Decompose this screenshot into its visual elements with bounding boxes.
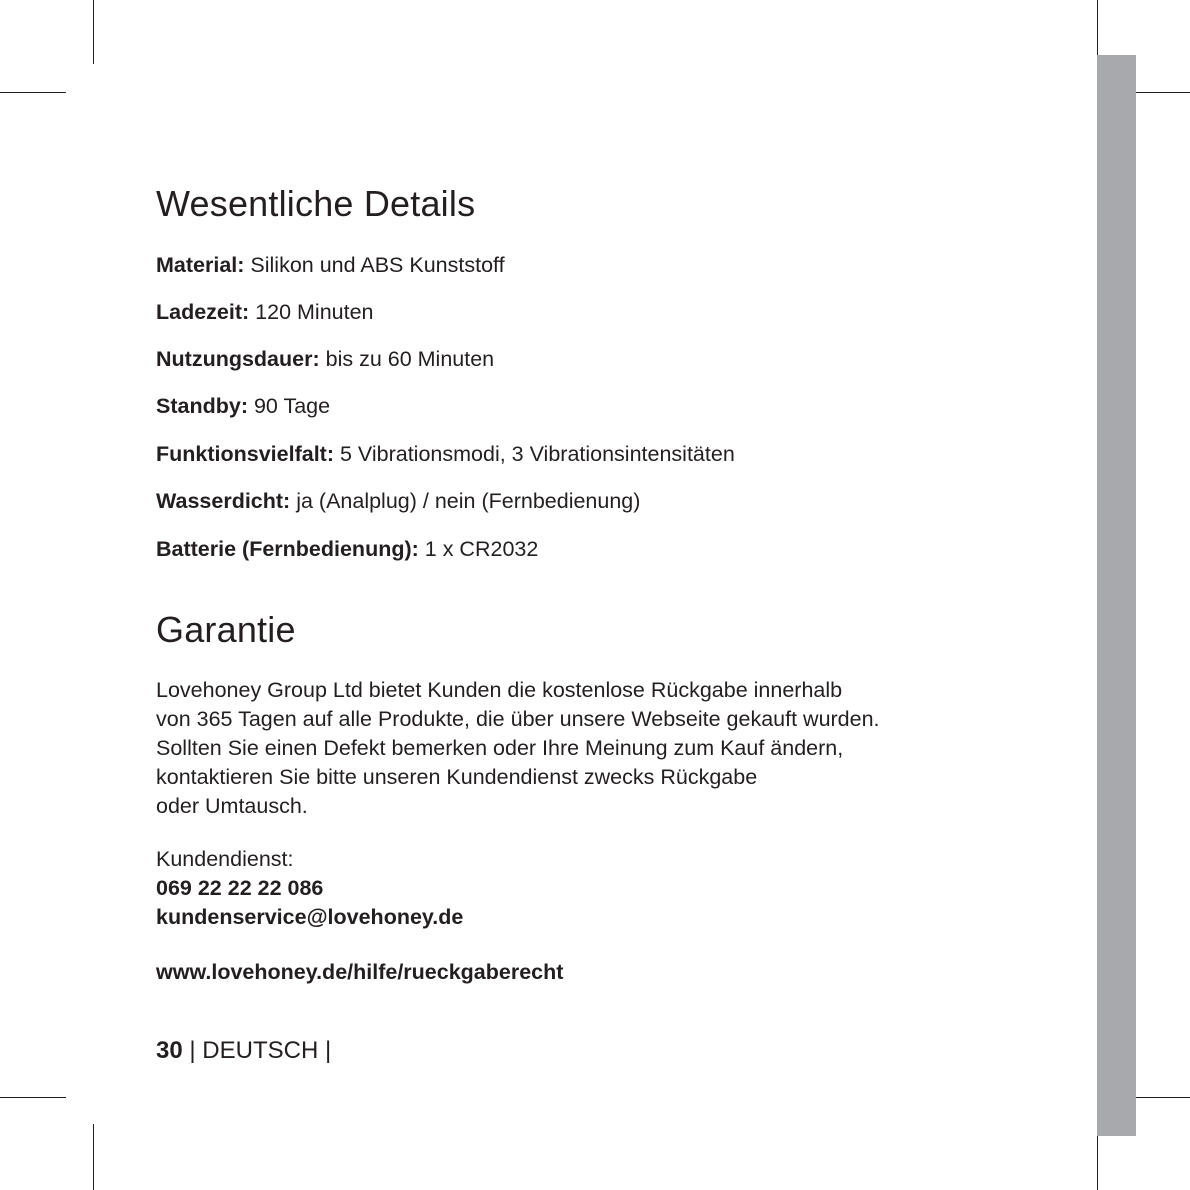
return-policy-url: www.lovehoney.de/hilfe/rueckgaberecht bbox=[156, 960, 564, 984]
crop-mark-bottom-left-horizontal bbox=[0, 1097, 66, 1098]
customer-service-block bbox=[156, 845, 463, 932]
spec-standby bbox=[156, 393, 330, 419]
spec-usage-time bbox=[156, 346, 494, 372]
spec-charging-time bbox=[156, 299, 374, 325]
footer-separator: | bbox=[189, 1037, 196, 1064]
crop-mark-bottom-left-vertical bbox=[93, 1124, 94, 1190]
details-heading: Wesentliche Details bbox=[156, 183, 476, 224]
customer-service-phone: 069 22 22 22 086 bbox=[156, 876, 324, 900]
paragraph-line: oder Umtausch. bbox=[156, 794, 308, 818]
spec-value: bis zu 60 Minuten bbox=[325, 347, 495, 371]
footer-language: DEUTSCH bbox=[202, 1037, 319, 1064]
spec-waterproof bbox=[156, 488, 640, 514]
spec-material bbox=[156, 252, 505, 278]
page-footer bbox=[156, 1037, 331, 1065]
warranty-paragraph bbox=[156, 676, 1016, 821]
spec-label: Ladezeit: bbox=[156, 300, 250, 324]
spec-value: ja (Analplug) / nein (Fernbedienung) bbox=[296, 489, 641, 513]
spec-label: Standby: bbox=[156, 394, 248, 418]
side-tab-strip bbox=[1097, 55, 1136, 1136]
customer-service-email: kundenservice@lovehoney.de bbox=[156, 905, 464, 929]
spec-battery bbox=[156, 536, 538, 562]
spec-value: 5 Vibrationsmodi, 3 Vibrationsintensitäten bbox=[339, 442, 735, 466]
spec-label: Batterie (Fernbedienung): bbox=[156, 537, 419, 561]
page-number: 30 bbox=[156, 1037, 183, 1064]
paragraph-line: Sollten Sie einen Defekt bemerken oder Ihre Meinung zum Kauf ändern, bbox=[156, 736, 844, 760]
spec-value: 90 Tage bbox=[253, 394, 331, 418]
spec-label: Funktionsvielfalt: bbox=[156, 442, 334, 466]
paragraph-line: Lovehoney Group Ltd bietet Kunden die kostenlose Rückgabe innerhalb bbox=[156, 678, 843, 702]
paragraph-line: von 365 Tagen auf alle Produkte, die über unsere Webseite gekauft wurden. bbox=[156, 707, 880, 731]
crop-mark-top-left-horizontal bbox=[0, 92, 66, 93]
paragraph-line: kontaktieren Sie bitte unseren Kundendienst zwecks Rückgabe bbox=[156, 765, 758, 789]
spec-value: 120 Minuten bbox=[255, 300, 374, 324]
spec-value: 1 x CR2032 bbox=[424, 537, 539, 561]
customer-service-label: Kundendienst: bbox=[156, 847, 294, 871]
spec-label: Wasserdicht: bbox=[156, 489, 291, 513]
spec-value: Silikon und ABS Kunststoff bbox=[250, 253, 505, 277]
warranty-heading: Garantie bbox=[156, 609, 296, 650]
crop-mark-top-left-vertical bbox=[93, 0, 94, 64]
spec-label: Nutzungsdauer: bbox=[156, 347, 320, 371]
footer-separator: | bbox=[324, 1037, 332, 1064]
spec-label: Material: bbox=[156, 253, 245, 277]
spec-functions bbox=[156, 441, 735, 467]
